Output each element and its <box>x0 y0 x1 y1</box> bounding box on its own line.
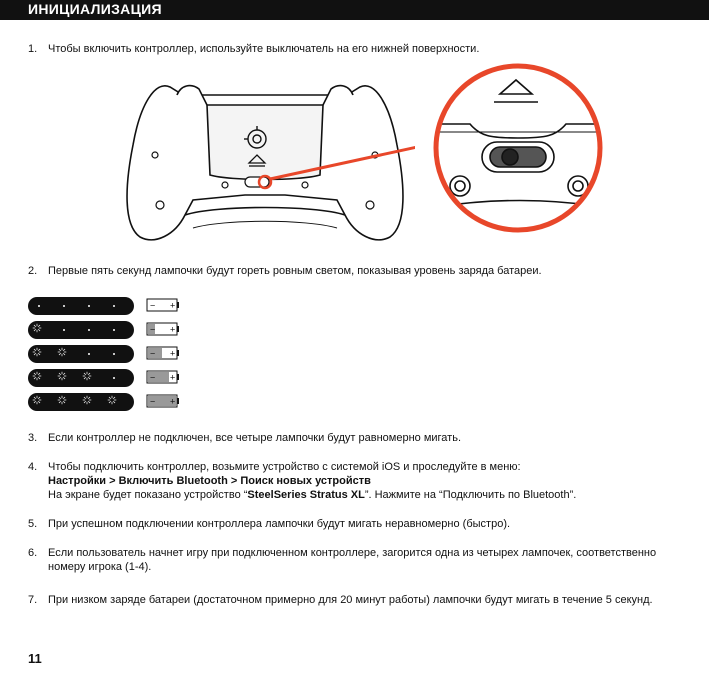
menu-path: Настройки > Включить Bluetooth > Поиск новых устройств <box>48 475 371 487</box>
battery-level-table <box>28 295 228 415</box>
led-off-icon <box>84 325 94 335</box>
led-off-icon <box>109 325 119 335</box>
header-bar <box>0 0 709 20</box>
led-lit-icon <box>57 347 67 357</box>
step-text: Если пользователь начнет игру при подключенном контроллере, загорится одна из четырех лампочек, соответственно номеру игрока (1-4). <box>48 547 657 573</box>
led-bar <box>28 321 134 339</box>
step-7 <box>28 593 679 607</box>
step-text: Чтобы подключить контроллер, возьмите устройство с системой iOS и проследуйте в меню: <box>48 461 521 473</box>
led-lit-icon <box>57 371 67 381</box>
led-lit-icon <box>107 395 117 405</box>
battery-icon <box>146 322 180 336</box>
controller-illustration <box>115 65 415 245</box>
svg-text:−: − <box>150 300 156 311</box>
led-off-icon <box>109 373 119 383</box>
step-number: 2. <box>28 265 38 277</box>
battery-icon <box>146 346 180 360</box>
page-title: ИНИЦИАЛИЗАЦИЯ <box>28 1 162 17</box>
led-bar <box>28 345 134 363</box>
step-text: Чтобы включить контроллер, используйте выключатель на его нижней поверхности. <box>48 43 480 55</box>
led-off-icon <box>109 349 119 359</box>
led-bar <box>28 297 134 315</box>
led-off-icon <box>84 301 94 311</box>
led-lit-icon <box>32 371 42 381</box>
svg-text:−: − <box>150 348 156 359</box>
page-number: 11 <box>28 651 42 666</box>
svg-text:+: + <box>170 348 176 359</box>
text-fragment: На экране будет показано устройство “ <box>48 489 248 501</box>
led-off-icon <box>59 301 69 311</box>
step-text: При низком заряде батареи (достаточном примерно для 20 минут работы) лампочки будут мигать в течение 5 секунд. <box>48 594 653 606</box>
text-fragment: ”. Нажмите на “Подключить по Bluetooth”. <box>364 489 577 501</box>
step-text: При успешном подключении контроллера лампочки будут мигать неравномерно (быстро). <box>48 518 511 530</box>
led-lit-icon <box>32 347 42 357</box>
step-number: 5. <box>28 518 38 530</box>
led-lit-icon <box>82 395 92 405</box>
step-4 <box>28 460 679 502</box>
step-number: 7. <box>28 594 38 606</box>
svg-text:−: − <box>150 372 156 383</box>
step-number: 3. <box>28 432 38 444</box>
led-off-icon <box>84 349 94 359</box>
svg-text:+: + <box>170 324 176 335</box>
led-off-icon <box>59 325 69 335</box>
battery-level-row <box>28 343 228 365</box>
led-off-icon <box>34 301 44 311</box>
battery-icon <box>146 370 180 384</box>
battery-level-row <box>28 391 228 413</box>
step-3 <box>28 431 679 445</box>
svg-text:−: − <box>150 396 156 407</box>
led-lit-icon <box>32 323 42 333</box>
led-off-icon <box>109 301 119 311</box>
step-text: Первые пять секунд лампочки будут гореть ровным светом, показывая уровень заряда батареи. <box>48 265 542 277</box>
power-switch <box>245 177 269 187</box>
led-lit-icon <box>57 395 67 405</box>
led-lit-icon <box>82 371 92 381</box>
device-name: SteelSeries Stratus XL <box>247 489 365 501</box>
step-number: 1. <box>28 43 38 55</box>
step-text-line3 <box>48 488 679 502</box>
step-1 <box>28 42 679 56</box>
svg-text:+: + <box>170 300 176 311</box>
battery-icon <box>146 394 180 408</box>
led-bar <box>28 393 134 411</box>
battery-icon <box>146 298 180 312</box>
step-2 <box>28 264 679 278</box>
switch-closeup <box>430 58 610 238</box>
svg-text:+: + <box>170 396 176 407</box>
svg-text:−: − <box>150 324 156 335</box>
step-6 <box>28 546 679 574</box>
step-number: 6. <box>28 547 38 559</box>
battery-level-row <box>28 367 228 389</box>
step-text: Если контроллер не подключен, все четыре лампочки будут равномерно мигать. <box>48 432 462 444</box>
battery-level-row <box>28 295 228 317</box>
led-lit-icon <box>32 395 42 405</box>
step-number: 4. <box>28 461 38 473</box>
svg-text:+: + <box>170 372 176 383</box>
battery-level-row <box>28 319 228 341</box>
led-bar <box>28 369 134 387</box>
step-5 <box>28 517 679 531</box>
